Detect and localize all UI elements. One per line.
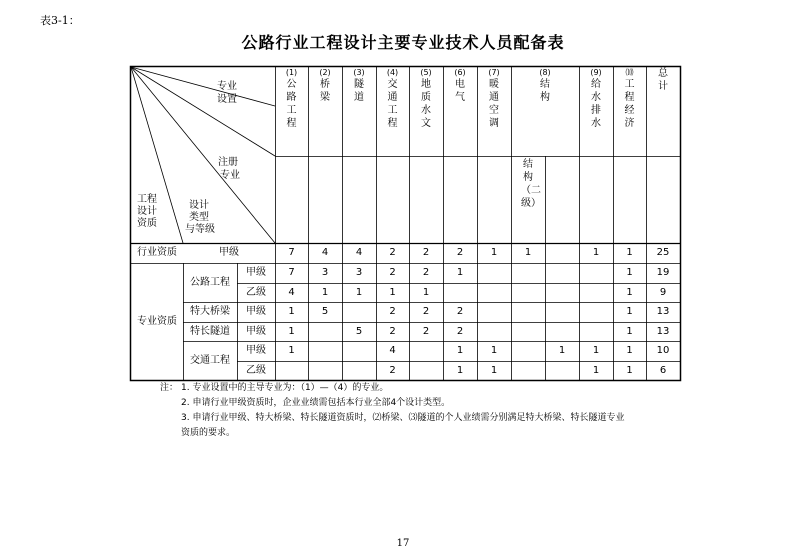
value-cell: 13 xyxy=(656,306,670,317)
col-header-6 xyxy=(487,68,501,130)
level-cell: 甲级 xyxy=(246,325,266,337)
value-cell: 1 xyxy=(626,306,633,317)
value-cell: 1 xyxy=(524,247,532,258)
col-number: (6) xyxy=(454,68,466,77)
value-cell: 1 xyxy=(558,345,566,356)
group-label: 特大桥梁 xyxy=(190,306,230,317)
value-cell: 4 xyxy=(321,247,329,258)
col-name: 电气 xyxy=(455,79,465,103)
col-name: 交通工程 xyxy=(387,79,398,129)
note-line-4: 资质的要求。 xyxy=(181,428,236,438)
value-cell: 2 xyxy=(389,364,396,376)
value-cell: 25 xyxy=(656,247,670,258)
value-cell: 4 xyxy=(288,286,295,298)
level-cell: 甲级 xyxy=(246,345,266,356)
value-cell: 2 xyxy=(422,306,430,317)
value-cell: 1 xyxy=(456,364,464,376)
value-cell: 1 xyxy=(456,345,464,356)
diag-type-3: 与等级 xyxy=(185,224,215,235)
note-line-3: 3. 申请行业甲级、特大桥梁、特长隧道资质时，⑵桥梁、⑶隧道的个人业绩需分别满足特大桥梁、特长隧道专业 xyxy=(181,413,625,423)
col-number: (8) xyxy=(539,68,551,77)
group-label: 特长隧道 xyxy=(190,325,230,337)
value-cell: 3 xyxy=(321,267,329,278)
value-cell: 1 xyxy=(626,286,633,298)
value-cell: 4 xyxy=(355,247,363,258)
col-header-9 xyxy=(623,68,637,130)
value-cell: 2 xyxy=(456,247,464,258)
notes-prefix: 注： xyxy=(160,383,179,393)
value-cell: 2 xyxy=(389,325,396,337)
value-cell: 7 xyxy=(288,247,295,258)
diagonal-line xyxy=(131,67,275,106)
col-header-3 xyxy=(386,68,400,130)
col-header-2 xyxy=(352,68,366,104)
diag-major-1: 专业 xyxy=(217,81,237,92)
col-number: (2) xyxy=(319,68,331,77)
col-header-10 xyxy=(656,67,670,93)
table-caption: 表3-1： xyxy=(40,14,80,27)
diag-qual-2: 设计 xyxy=(137,206,157,217)
col-name: 工程经济 xyxy=(624,79,635,129)
value-cell: 2 xyxy=(422,325,430,337)
col-number: (7) xyxy=(488,68,500,77)
diag-register-2: 专业 xyxy=(220,170,240,181)
value-cell: 1 xyxy=(288,325,295,337)
value-cell: 7 xyxy=(288,267,295,278)
col-header-8 xyxy=(589,68,603,130)
value-cell: 1 xyxy=(321,286,329,298)
value-cell: 1 xyxy=(626,364,633,376)
structure-sub-header: 结构（二级） xyxy=(521,159,541,209)
value-cell: 2 xyxy=(422,247,430,258)
professional-label: 专业资质 xyxy=(137,315,177,327)
col-number: (1) xyxy=(285,68,298,77)
col-name: 公路工程 xyxy=(286,79,297,129)
col-header-4 xyxy=(419,68,433,130)
value-cell: 1 xyxy=(592,345,600,356)
value-cell: 1 xyxy=(626,267,633,278)
col-number: (9) xyxy=(590,68,602,77)
diag-qual-1: 工程 xyxy=(137,194,157,205)
col-number: (5) xyxy=(420,68,432,77)
diag-register-1: 注册 xyxy=(218,157,238,168)
page-number: 17 xyxy=(396,538,410,549)
col-name: 总计 xyxy=(658,68,668,92)
value-cell: 6 xyxy=(659,364,667,376)
note-line-2: 2. 申请行业甲级资质时，企业业绩需包括本行业全部4个设计类型。 xyxy=(181,398,451,408)
table-title: 公路行业工程设计主要专业技术人员配备表 xyxy=(241,33,565,52)
industry-label: 行业资质 xyxy=(137,247,177,258)
value-cell: 1 xyxy=(626,325,633,337)
col-name: 桥梁 xyxy=(320,79,330,103)
level-cell: 乙级 xyxy=(246,364,266,376)
value-cell: 1 xyxy=(490,345,498,356)
level-cell: 甲级 xyxy=(246,267,266,278)
diagonal-line xyxy=(131,67,275,156)
value-cell: 1 xyxy=(490,247,498,258)
level-cell: 乙级 xyxy=(246,286,266,298)
note-line-1: 1. 专业设置中的主导专业为：（1）—（4）的专业。 xyxy=(181,383,389,393)
value-cell: 2 xyxy=(389,247,396,258)
value-cell: 1 xyxy=(592,247,600,258)
col-name: 结构 xyxy=(540,79,550,103)
value-cell: 10 xyxy=(656,345,670,356)
col-header-7 xyxy=(538,68,552,104)
col-name: 隧道 xyxy=(354,79,364,103)
col-header-5 xyxy=(453,68,467,104)
value-cell: 1 xyxy=(626,247,633,258)
value-cell: 1 xyxy=(592,364,600,376)
value-cell: 1 xyxy=(355,286,363,298)
value-cell: 4 xyxy=(389,345,396,356)
value-cell: 1 xyxy=(288,306,295,317)
value-cell: 1 xyxy=(626,345,633,356)
col-number: ⑽ xyxy=(625,68,634,77)
value-cell: 1 xyxy=(456,267,464,278)
value-cell: 13 xyxy=(656,325,670,337)
value-cell: 1 xyxy=(288,345,295,356)
diag-type-1: 设计 xyxy=(189,200,209,211)
value-cell: 1 xyxy=(422,286,430,298)
diag-type-2: 类型 xyxy=(189,212,209,223)
col-header-1 xyxy=(318,68,332,104)
col-name: 给水排水 xyxy=(591,79,601,129)
value-cell: 9 xyxy=(659,286,667,298)
group-label: 公路工程 xyxy=(190,276,230,288)
level-cell: 甲级 xyxy=(246,306,266,317)
value-cell: 3 xyxy=(355,267,363,278)
value-cell: 5 xyxy=(321,306,329,317)
industry-level: 甲级 xyxy=(219,247,239,258)
diag-major-2: 设置 xyxy=(217,94,237,105)
col-header-0 xyxy=(285,68,299,130)
value-cell: 19 xyxy=(656,267,670,278)
value-cell: 1 xyxy=(490,364,498,376)
diag-qual-3: 资质 xyxy=(137,218,157,229)
value-cell: 5 xyxy=(355,325,363,337)
col-name: 地质水文 xyxy=(421,79,431,129)
value-cell: 2 xyxy=(389,306,396,317)
value-cell: 2 xyxy=(456,306,464,317)
value-cell: 2 xyxy=(422,267,430,278)
col-name: 暖通空调 xyxy=(489,79,499,129)
value-cell: 2 xyxy=(456,325,464,337)
col-number: (4) xyxy=(386,68,399,77)
col-number: (3) xyxy=(353,68,365,77)
group-label: 交通工程 xyxy=(190,354,230,366)
value-cell: 1 xyxy=(389,286,396,298)
value-cell: 2 xyxy=(389,267,396,278)
